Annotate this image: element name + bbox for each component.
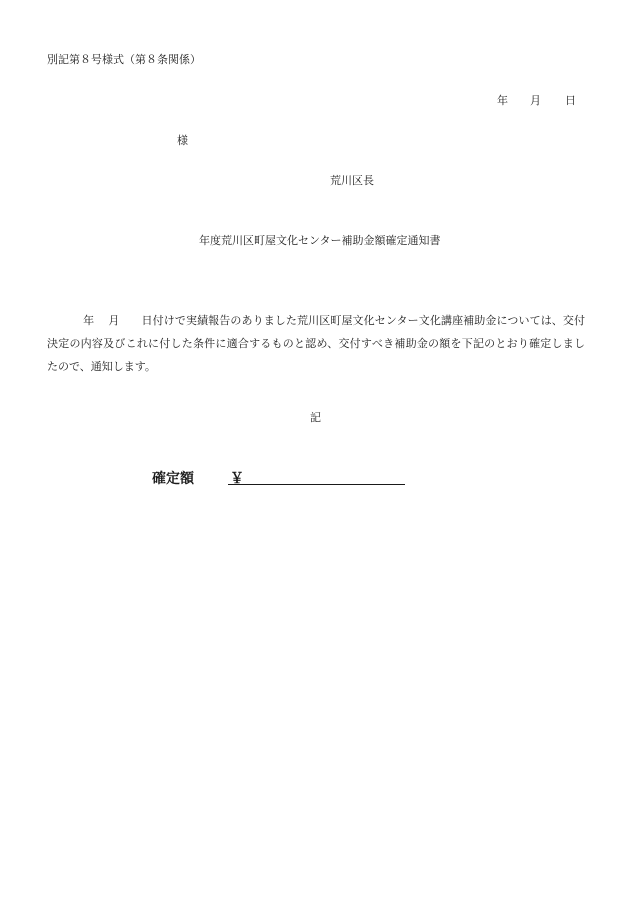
body-month-label: 月	[108, 314, 120, 327]
body-text: 日付けで実績報告のありました荒川区町屋文化センター文化講座補助金については、交付決定の内容及びこれに付した条件に適合するものと認め、交付すべき補助金の額を下記のとおり確定しましたので、通知します。	[47, 314, 586, 373]
date-day-label: 日	[565, 94, 576, 107]
date-month-label: 月	[530, 94, 541, 107]
date-year-label: 年	[497, 94, 508, 107]
sender: 荒川区長	[330, 174, 374, 187]
ki-heading: 記	[310, 411, 321, 424]
yen-sign: ￥	[230, 471, 244, 487]
body-paragraph	[47, 309, 585, 378]
document-title: 年度荒川区町屋文化センター補助金額確定通知書	[199, 234, 441, 247]
form-number: 別記第８号様式（第８条関係）	[47, 53, 201, 66]
date-line	[497, 92, 576, 108]
amount-underline	[228, 484, 405, 485]
body-year-label: 年	[83, 314, 95, 327]
amount-label: 確定額	[152, 471, 194, 487]
addressee-suffix: 様	[177, 134, 188, 147]
